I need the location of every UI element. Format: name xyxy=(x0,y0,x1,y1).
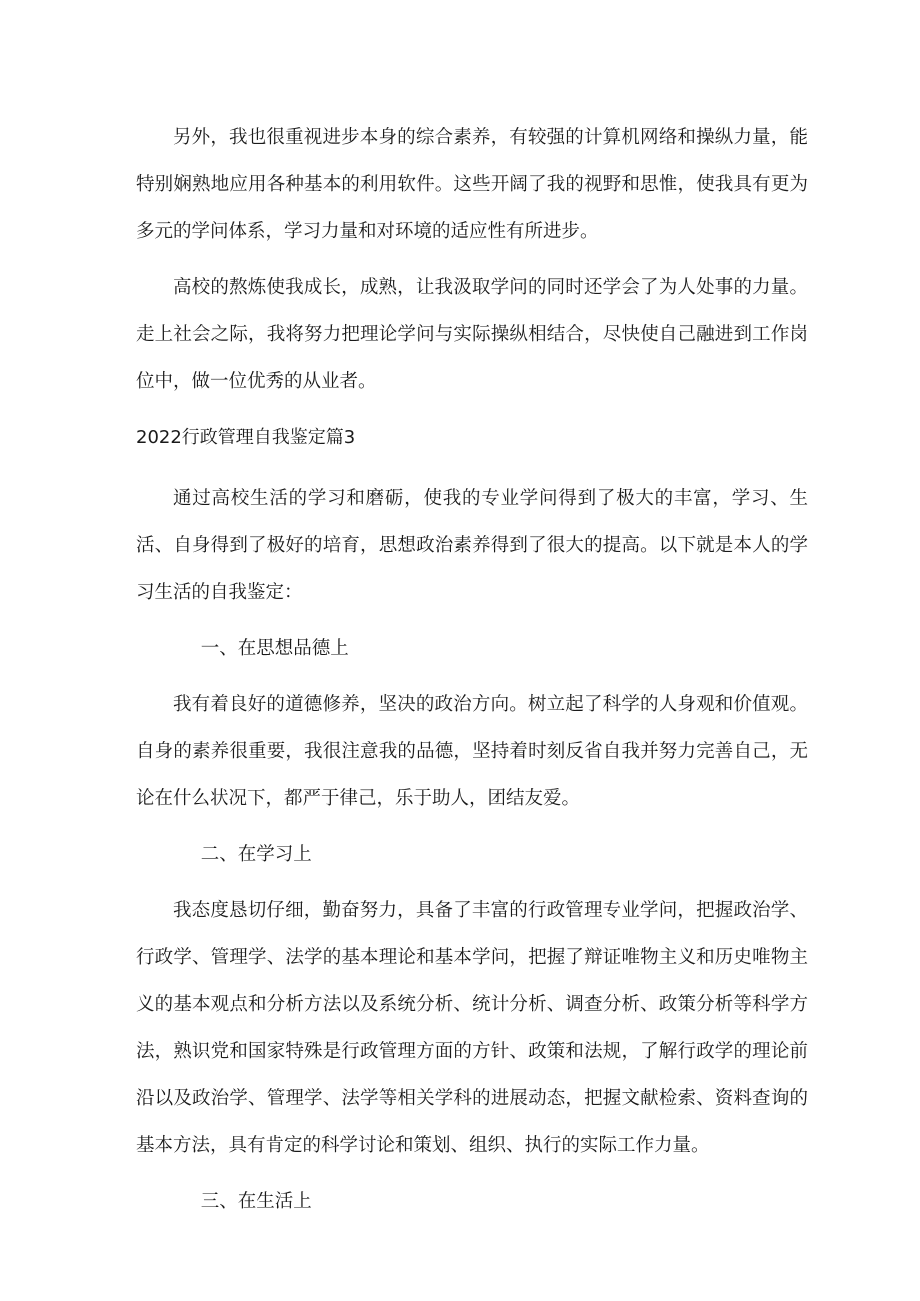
subheading-life: 三、在生活上 xyxy=(200,1191,312,1212)
paragraph-study: 我态度恳切仔细，勤奋努力，具备了丰富的行政管理专业学问，把握政治学、行政学、管理学、法学的基本理论和基本学问，把握了辩证唯物主义和历史唯物主义的基本观点和分析方法以及系统分析、统计分析、调查分析、政策分析等科学方法，熟识党和国家特殊是行政管理方面的方针、政策和法规，了解行政学的理论前沿以及政治学、管理学、法学等相关学科的进展动态，把握文献检索、资料查询的基本方法，具有肯定的科学讨论和策划、组织、执行的实际工作力量。 xyxy=(136,900,808,1156)
document-body xyxy=(136,114,808,1234)
paragraph-growth: 高校的熬炼使我成长，成熟，让我汲取学问的同时还学会了为人处事的力量。走上社会之际，我将努力把理论学问与实际操纵相结合，尽快使自己融进到工作岗位中，做一位优秀的从业者。 xyxy=(136,277,808,392)
paragraph-skills: 另外，我也很重视进步本身的综合素养，有较强的计算机网络和操纵力量，能特别娴熟地应用各种基本的利用软件。这些开阔了我的视野和思惟，使我具有更为多元的学问体系，学习力量和对环境的适应性有所进步。 xyxy=(136,127,808,242)
paragraph-ideology: 我有着良好的道德修养，坚决的政治方向。树立起了科学的人身观和价值观。自身的素养很重要，我很注意我的品德，坚持着时刻反省自我并努力完善自己，无论在什么状况下，都严于律己，乐于助人，团结友爱。 xyxy=(136,694,808,809)
paragraph-intro: 通过高校生活的学习和磨砺，使我的专业学问得到了极大的丰富，学习、生活、自身得到了极好的培育，思想政治素养得到了很大的提高。以下就是本人的学习生活的自我鉴定： xyxy=(136,488,808,603)
section-heading: 2022行政管理自我鉴定篇3 xyxy=(136,427,356,448)
subheading-study: 二、在学习上 xyxy=(200,844,312,865)
subheading-ideology: 一、在思想品德上 xyxy=(200,638,349,659)
